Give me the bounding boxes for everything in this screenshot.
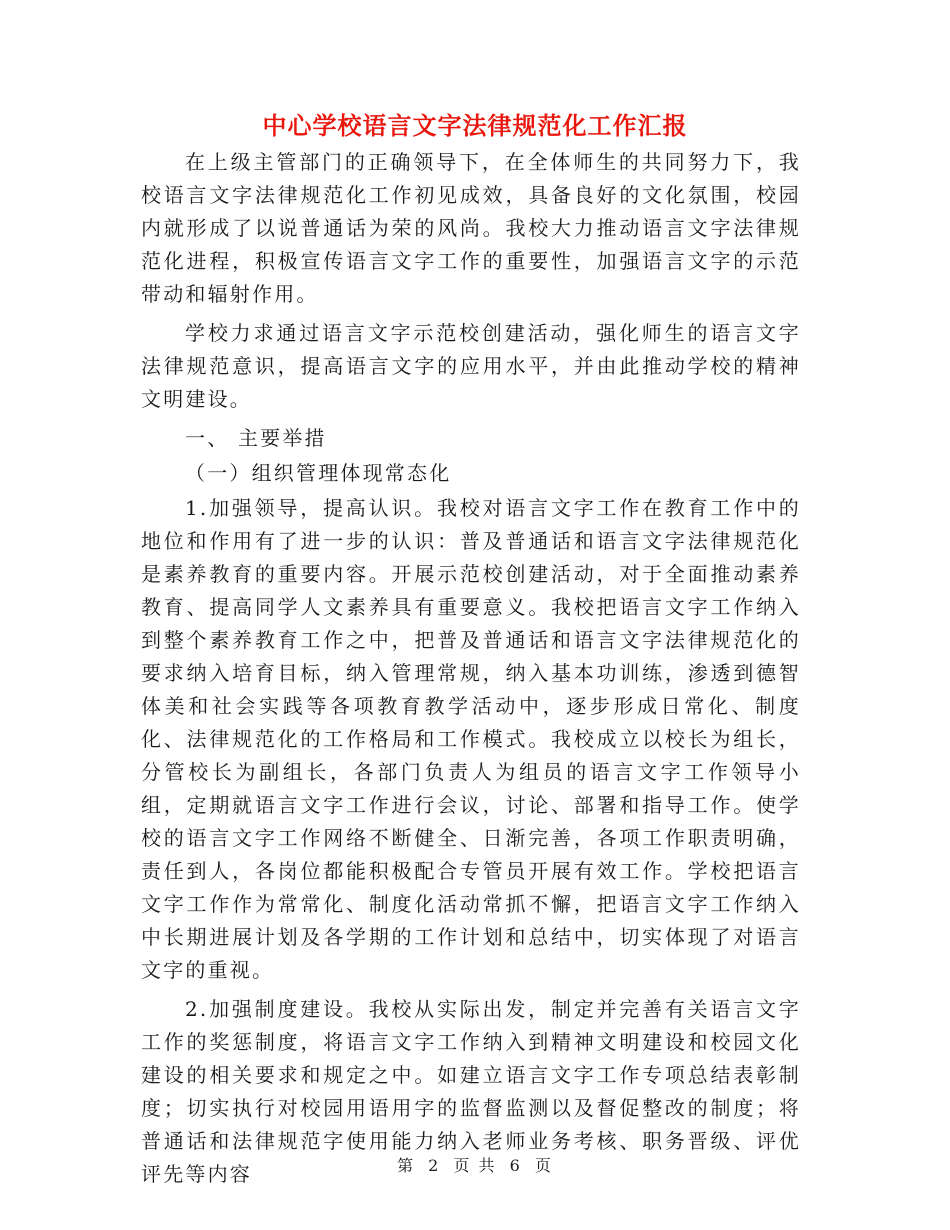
document-title: 中心学校语言文字法律规范化工作汇报	[262, 111, 688, 140]
intro-paragraph: 在上级主管部门的正确领导下，在全体师生的共同努力下，我校语言文字法律规范化工作初见成效，具备良好的文化氛围，校园内就形成了以说普通话为荣的风尚。我校大力推动语言文字法律规范化进程，积极宣传语言文字工作的重要性，加强语言文字的示范带动和辐射作用。	[141, 150, 801, 306]
item-paragraph-leadership: 1.加强领导，提高认识。我校对语言文字工作在教育工作中的地位和作用有了进一步的认识：普及普通话和语言文字法律规范化是素养教育的重要内容。开展示范校创建活动，对于全面推动素养教育、提高同学人文素养具有重要意义。我校把语言文字工作纳入到整个素养教育工作之中，把普及普通话和语言文字法律规范化的要求纳入培育目标，纳入管理常规，纳入基本功训练，渗透到德智体美和社会实践等各项教育教学活动中，逐步形成日常化、制度化、法律规范化的工作格局和工作模式。我校成立以校长为组长，分管校长为副组长，各部门负责人为组员的语言文字工作领导小组，定期就语言文字工作进行会议，讨论、部署和指导工作。使学校的语言文字工作网络不断健全、日渐完善，各项工作职责明确，责任到人，各岗位都能积极配合专管员开展有效工作。学校把语言文字工作作为常常化、制度化活动常抓不懈，把语言文字工作纳入中长期进展计划及各学期的工作计划和总结中，切实体现了对语言文字的重视。	[141, 496, 801, 982]
section-heading-main-measures: 一、 主要举措	[185, 426, 327, 450]
page-footer	[0, 1154, 950, 1178]
footer-middle: 页 共	[453, 1156, 497, 1175]
footer-suffix: 页	[534, 1156, 553, 1175]
total-page-count: 6	[509, 1156, 522, 1175]
item-paragraph-system-building: 2.加强制度建设。我校从实际出发，制定并完善有关语言文字工作的奖惩制度，将语言文字工作纳入到精神文明建设和校园文化建设的相关要求和规定之中。如建立语言文字工作专项总结表彰制度；切实执行对校园用语用字的监督监测以及督促整改的制度；将普通话和法律规范字使用能力纳入老师业务考核、职务晋级、评优评先等内容	[141, 997, 801, 1186]
current-page-number: 2	[428, 1156, 441, 1175]
document-body	[141, 146, 801, 1191]
footer-prefix: 第	[397, 1156, 416, 1175]
goal-paragraph: 学校力求通过语言文字示范校创建活动，强化师生的语言文字法律规范意识，提高语言文字的应用水平，并由此推动学校的精神文明建设。	[141, 321, 801, 411]
subsection-heading-organization: （一）组织管理体现常态化	[185, 461, 452, 485]
